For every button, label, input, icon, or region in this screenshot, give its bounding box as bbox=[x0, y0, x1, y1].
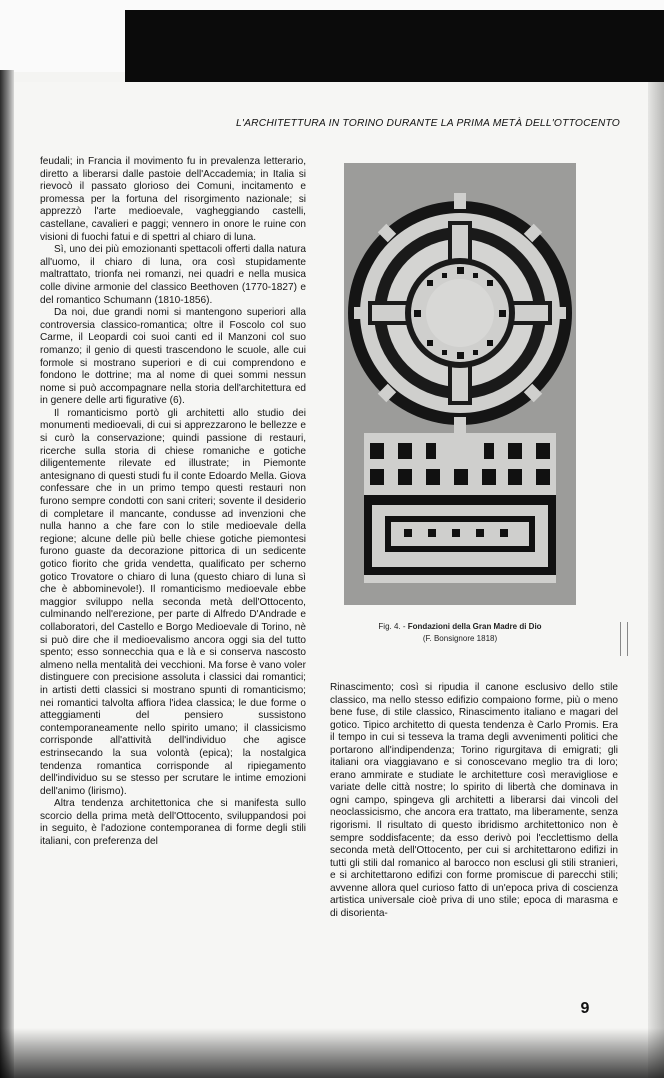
paragraph: feudali; in Francia il movimento fu in prevalenza letterario, diretto a liberarsi dalle pastoie dell'Accademia; in Italia si rievocò il passato glorioso dei Comuni, incitamento e promessa per la fortuna del risorgimento nazionale; si apprezzò l'arte medioevale, vagheggiando castelli, castellane, cavalieri e paggi; vennero in onore le ruine con visioni di fuochi fatui e di spettri al chiaro di luna. bbox=[40, 156, 306, 243]
paragraph: Altra tendenza architettonica che si manifesta sullo scorcio della prima metà dell'Ottocento, sviluppandosi poi in seguito, è l'adozione contemporanea di forme degli stili italiani, con preferenza del bbox=[40, 798, 306, 848]
caption-label: Fig. 4. - bbox=[378, 622, 408, 631]
foundation-plan-drawing bbox=[344, 163, 576, 605]
scan-bottom-shadow bbox=[0, 1028, 664, 1078]
caption-title: Fondazioni della Gran Madre di Dio bbox=[407, 622, 542, 631]
paragraph: Il romanticismo portò gli architetti allo studio dei monumenti medioevali, di cui si apprezzarono le bellezze e si curò la conservazione; quindi passione di restauri, ricerche sulla storia di chiese romaniche e gotiche diligentemente rilevate ed illustrate; in Piemonte antesignano di questi studi fu il conte Edoardo Mella. Giova confessare che in un primo tempo questi restauri non furono sempre condotti con sani criteri; sovente il desiderio di completare il mancante, condusse ad invenzioni che nulla hanno a che fare con lo stile medioevale della regione; alcune delle più belle chiese gotiche piemontesi furono guaste da decorazione pittorica di un sedicente gotico fiorito che grida vendetta, qualificato per scherno gotico Trovatore o chiaro di luna (questo chiaro di luna sì che è abbominevole!). Il romanticismo medioevale ebbe maggior sviluppo nella seconda metà dell'Ottocento, culminando nell'erezione, per parte di Alfredo D'Andrade e collaboratori, del Castello e Borgo Medioevale di Torino, nè si può dire che il medioevalismo ancora oggi sia del tutto spento; esso sonnecchia qua e là e si conserva nascosto almeno nella mentalità dei vecchioni. Ma forse è vano voler distinguere con precisione assoluta i classici dai romantici; in artisti detti classici si mostrano spunti di romanticismo; nei romantici talvolta affiora l'idea classica; le due forme o atteggiamenti del pensiero sussistono contemporaneamente nello spirito umano; il classicismo corrisponde all'attività dell'individuo che agisce estrinsecando la sua volontà (epica); la nostalgica tendenza romantica corrisponde al ripiegamento dell'individuo su se stesso per scrutare le intime emozioni dell'animo (lirismo). bbox=[40, 407, 306, 797]
running-head: L'ARCHITETTURA IN TORINO DURANTE LA PRIMA METÀ DELL'OTTOCENTO bbox=[235, 118, 620, 129]
right-text-column bbox=[330, 682, 618, 920]
margin-mark bbox=[620, 622, 628, 656]
paragraph: Rinascimento; così si ripudia il canone esclusivo dello stile classico, ma nello stesso edifizio compaiono forme, più o meno bene fuse, di stile classico, Rinascimento italiano e magari del gotico. Tipico architetto di questa tendenza è Carlo Promis. Era il tempo in cui si tesseva la trama degli avvenimenti politici che portarono all'indipendenza; Torino rigurgitava di emigrati; gli italiani ora viaggiavano e si conoscevano meglio tra di loro; erano ammirate e studiate le architetture così meravigliose e variate delle città nostre; lo spirito di libertà che dominava in ogni campo, spingeva gli architetti a liberarsi dai vincoli del neoclassicismo, che ancora era trattato, ma liberamente, senza rigorismi. Il risultato di questo ibridismo architettonico non è sempre soddisfacente; da esso derivò poi l'ecclettismo della seconda metà dell'Ottocento, per cui si architettarono edifizi in tutti gli stili dal romanico al barocco non esclusi gli stili stranieri, e si architettarono edifizi con forme promiscue di parecchi stili; avvenne allora quel curioso fatto di un'epoca priva di coscienza artistica universale cioè priva di uno stile; epoca di marasma e di disorienta- bbox=[330, 682, 618, 919]
page-number: 9 bbox=[580, 1000, 590, 1017]
figure-caption bbox=[344, 621, 576, 645]
caption-credit: (F. Bonsignore 1818) bbox=[422, 634, 498, 643]
scan-left-shadow bbox=[0, 70, 14, 1078]
foundation-plan-figure bbox=[344, 163, 576, 605]
left-text-column bbox=[40, 156, 306, 849]
paragraph: Da noi, due grandi nomi si mantengono superiori alla controversia classico-romantica; oltre il Foscolo col suo Carme, il Leopardi coi suoi canti ed il Manzoni col suo romanzo; il genio di questi trascendono le scuole, alle cui formole si mostrano superiori e di cui comprendono e fondono le dottrine; ma al nome di quei sommi nessun nome si può accompagnare nella storia dell'architettura ed in genere delle arti figurative (6). bbox=[40, 307, 306, 407]
scan-right-edge bbox=[648, 82, 664, 1078]
scan-dark-band bbox=[125, 10, 664, 82]
paragraph: Sì, uno dei più emozionanti spettacoli offerti dalla natura all'uomo, il chiaro di luna, ora così stupidamente maltrattato, trionfa nei romanzi, nei quadri e nella musica colle divine armonie del classico Beethoven (1770-1827) e del romantico Schumann (1810-1856). bbox=[40, 244, 306, 306]
